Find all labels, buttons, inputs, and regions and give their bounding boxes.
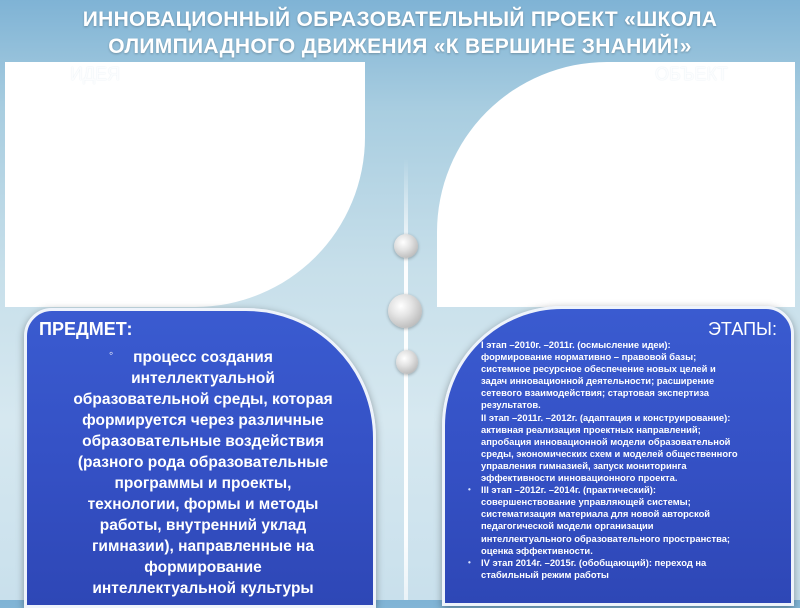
stage-line: III этап –2012г. –2014г. (практический):	[481, 484, 657, 496]
stage-bullet: •	[468, 340, 471, 349]
idea-label: ИДЕЯ	[70, 64, 121, 84]
stage-line: активная реализация проектных направлений;	[481, 423, 701, 435]
stage-line: оценка эффективности.	[481, 544, 593, 556]
subject-text	[35, 347, 371, 599]
center-stem	[404, 158, 408, 600]
subject-line: интеллектуальной	[131, 370, 275, 387]
stages-heading: ЭТАПЫ:	[707, 319, 777, 339]
subject-bullet: ◦	[109, 346, 114, 360]
stage-line: апробация инновационной модели образовательной	[481, 435, 731, 447]
slide-title-line-2: ОЛИМПИАДНОГО ДВИЖЕНИЯ «К ВЕРШИНЕ ЗНАНИЙ!»	[108, 35, 692, 58]
stage-line: интеллектуального образовательного пространства;	[481, 532, 731, 544]
subject-line: гимназии), направленные на	[91, 538, 315, 555]
subject-line: технологии, формы и методы	[87, 496, 319, 513]
stage-bullet: •	[468, 557, 471, 567]
subject-line: интеллектуальной культуры	[92, 580, 314, 597]
stage-line: результатов.	[481, 399, 541, 411]
bead-middle	[388, 294, 422, 328]
stage-item-3	[455, 484, 789, 557]
stage-line: задач инновационной деятельности; расширение	[481, 375, 715, 387]
bead-top	[394, 234, 418, 258]
stages-list	[455, 339, 789, 581]
stage-bullet: •	[468, 485, 471, 495]
stage-line: систематизация материала для новой авторской	[481, 508, 711, 520]
stage-line: системное ресурсное обеспечение новых целей и	[481, 363, 716, 375]
stages-panel	[442, 306, 794, 606]
idea-petal	[5, 62, 365, 307]
subject-line: образовательной среды, которая	[73, 391, 333, 408]
subject-line: образовательные воздействия	[82, 433, 324, 450]
subject-line: работы, внутренний уклад	[99, 517, 307, 534]
stage-item-2	[455, 412, 789, 485]
slide-title-line-1: ИННОВАЦИОННЫЙ ОБРАЗОВАТЕЛЬНЫЙ ПРОЕКТ «ШКОЛА	[82, 8, 718, 31]
subject-panel	[24, 308, 376, 608]
object-petal	[437, 62, 795, 307]
bead-bottom	[396, 350, 418, 374]
stage-item-1	[455, 339, 789, 412]
slide-title	[0, 6, 800, 60]
stage-line: стабильный режим работы	[481, 568, 609, 580]
object-label: ОБЪЕКТ	[655, 64, 728, 84]
stage-line: управления гимназией, запуск мониторинга	[481, 459, 687, 471]
subject-line: формирование	[144, 559, 262, 576]
subject-line: (разного рода образовательные	[77, 454, 329, 471]
subject-line: программы и проекты,	[114, 475, 292, 492]
stage-line: совершенствование управляющей системы;	[481, 496, 691, 508]
stage-line: IV этап 2014г. –2015г. (обобщающий): переход на	[481, 556, 707, 568]
stage-item-4	[455, 557, 789, 581]
subject-line: формируется через различные	[82, 412, 324, 429]
stage-line: педагогической модели организации	[481, 520, 654, 532]
subject-line: процесс создания	[133, 349, 273, 366]
stage-line: I этап –2010г. –2011г. (осмысление идеи):	[481, 339, 671, 350]
stage-line: среды, экономических схем и моделей общественного	[481, 447, 738, 459]
subject-heading: ПРЕДМЕТ:	[39, 319, 133, 339]
stage-line: II этап –2011г. –2012г. (адаптация и конструирование):	[481, 411, 731, 423]
stage-line: формирование нормативно – правовой базы;	[481, 351, 697, 363]
stage-line: эффективности инновационного проекта.	[481, 472, 678, 484]
stage-line: сетевого взаимодействия; стартовая экспертиза	[481, 387, 710, 399]
